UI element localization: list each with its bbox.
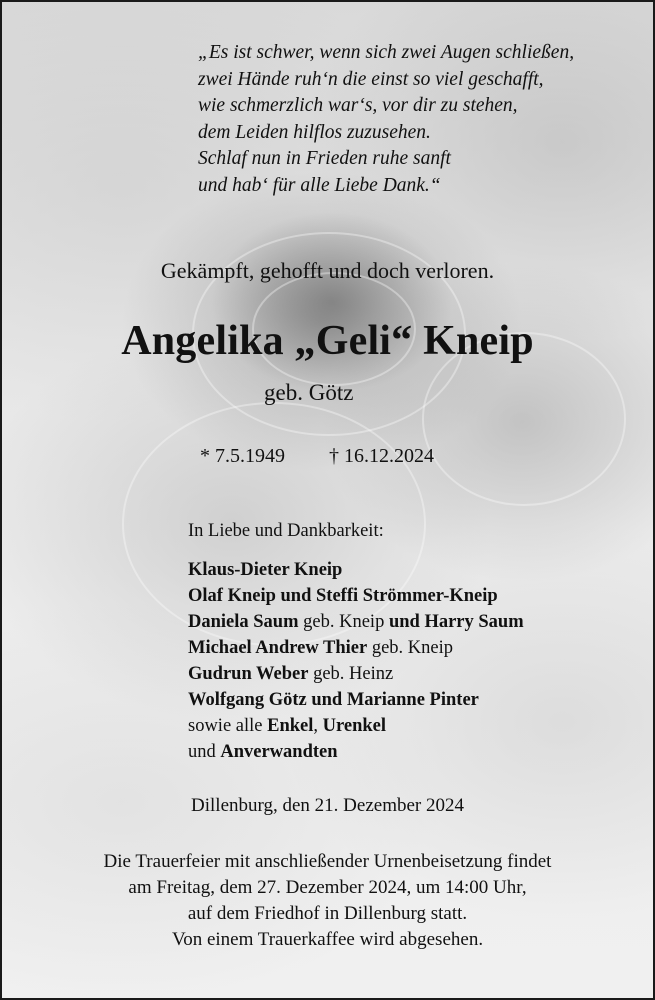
notice-line: auf dem Friedhof in Dillenburg statt. [187, 903, 468, 924]
notice-line: Von einem Trauerkaffee wird abgesehen. [171, 929, 484, 950]
mourner-row [188, 557, 524, 583]
death-date: † 16.12.2024 [329, 445, 434, 467]
mourner-row [188, 609, 524, 635]
quote-line: dem Leiden hilflos zuzusehen. [198, 121, 431, 143]
notice-line: Die Trauerfeier mit anschließender Urnenbeisetzung findet [103, 851, 552, 872]
quote-line: wie schmerzlich war‘s, vor dir zu stehen, [198, 95, 518, 116]
mourner-name: Klaus-Dieter Kneip [188, 560, 343, 580]
mourner-row [188, 583, 524, 609]
mourner-name: Urenkel [322, 716, 387, 736]
birth-date: * 7.5.1949 [200, 445, 285, 467]
poem-quote [198, 40, 638, 199]
notice-line: am Freitag, dem 27. Dezember 2024, um 14:00 Uhr, [128, 877, 527, 898]
funeral-notice [2, 849, 653, 953]
motto: Gekämpft, gehofft und doch verloren. [160, 258, 495, 283]
quote-line: „Es ist schwer, wenn sich zwei Augen schließen, [198, 42, 575, 63]
mourner-row [188, 635, 524, 661]
mourner-row [188, 739, 524, 765]
maiden-name: geb. Götz [264, 380, 354, 405]
quote-line: zwei Hände ruh‘n die einst so viel geschafft, [198, 68, 544, 90]
mourner-text: geb. Kneip [367, 638, 453, 658]
mourner-name: und Harry Saum [388, 612, 524, 632]
mourner-name: Gudrun Weber [188, 664, 309, 684]
mourner-text: sowie alle [188, 716, 268, 736]
quote-line: und hab‘ für alle Liebe Dank.“ [198, 174, 441, 196]
mourner-text: geb. Kneip [298, 612, 389, 632]
mourner-row [188, 713, 524, 739]
quote-line: Schlaf nun in Frieden ruhe sanft [198, 148, 451, 169]
mourners-list [188, 557, 524, 765]
mourner-text: und [188, 742, 221, 762]
mourner-name: Enkel [267, 716, 314, 736]
life-dates [200, 445, 434, 468]
place-and-date: Dillenburg, den 21. Dezember 2024 [191, 795, 464, 816]
mourner-name: Anverwandten [220, 742, 338, 762]
mourner-row [188, 661, 524, 687]
mourner-name: Olaf Kneip und Steffi Strömmer-Kneip [188, 586, 498, 606]
deceased-name: Angelika „Geli“ Kneip [121, 318, 534, 364]
thanks-line: In Liebe und Dankbarkeit: [188, 521, 384, 541]
mourner-name: Daniela Saum [188, 612, 299, 632]
mourner-name: Wolfgang Götz und Marianne Pinter [188, 690, 479, 710]
mourner-text: , [313, 716, 323, 736]
mourner-name: Michael Andrew Thier [188, 638, 368, 658]
mourner-row [188, 687, 524, 713]
mourner-text: geb. Heinz [308, 664, 394, 684]
